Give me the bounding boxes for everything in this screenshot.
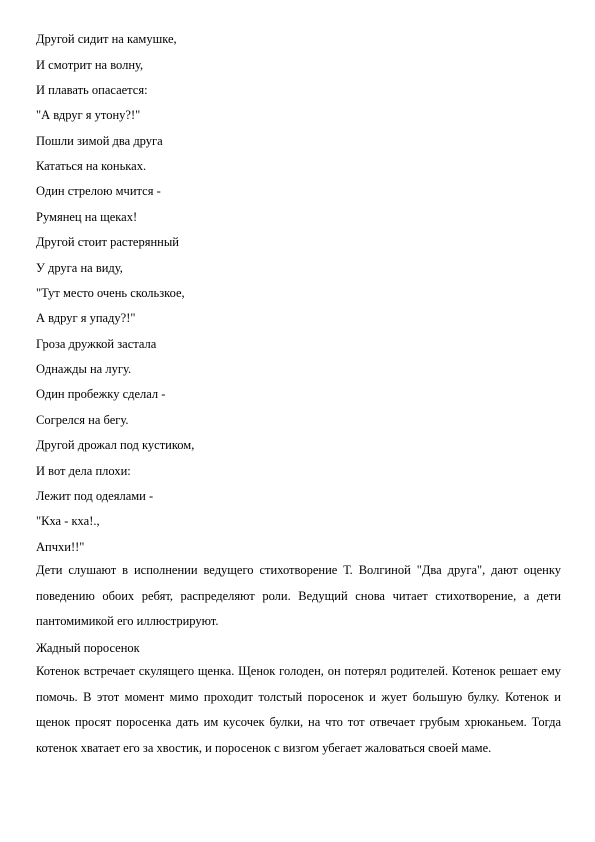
poem-line: Другой дрожал под кустиком, [36,438,195,452]
poem-line: Другой стоит растерянный [36,235,179,249]
poem-line: "А вдруг я утону?!" [36,108,141,122]
poem-line: И плавать опасается: [36,83,148,97]
poem-line: Апчхи!!" [36,540,85,554]
poem-line: Однажды на лугу. [36,362,132,376]
poem-line: Кататься на коньках. [36,159,147,173]
poem-line: Лежит под одеялами - [36,489,154,503]
poem-line: Пошли зимой два друга [36,134,163,148]
poem-line: И вот дела плохи: [36,464,131,478]
poem-line: "Тут место очень скользкое, [36,286,185,300]
poem-line: А вдруг я упаду?!" [36,311,136,325]
game-description-paragraph: Дети слушают в исполнении ведущего стихотворение Т. Волгиной "Два друга", дают оценку поведению обоих ребят, распределяют роли. Ведущий снова читает стихотворение, а дети пантомимикой его иллюстрируют. [36,563,561,628]
poem-line: Один стрелою мчится - [36,184,161,198]
section-title: Жадный поросенок [36,641,140,655]
poem-line: Румянец на щеках! [36,210,138,224]
poem-line: И смотрит на волну, [36,58,144,72]
poem-line: У друга на виду, [36,261,123,275]
poem-line: Гроза дружкой застала [36,337,157,351]
poem-line: Один пробежку сделал - [36,387,166,401]
poem-line: Другой сидит на камушке, [36,32,177,46]
poem-line: "Кха - кха!., [36,514,100,528]
section-body-paragraph: Котенок встречает скулящего щенка. Щенок голоден, он потерял родителей. Котенок решает ему помочь. В этот момент мимо проходит толстый поросенок и жует большую булку. Котенок и щенок просят поросенка дать им кусочек булки, на что тот отвечает грубым хрюканьем. Тогда котенок хватает его за хвостик, и поросенок с визгом убегает жаловаться своей маме. [36,664,561,755]
poem-line: Согрелся на бегу. [36,413,129,427]
